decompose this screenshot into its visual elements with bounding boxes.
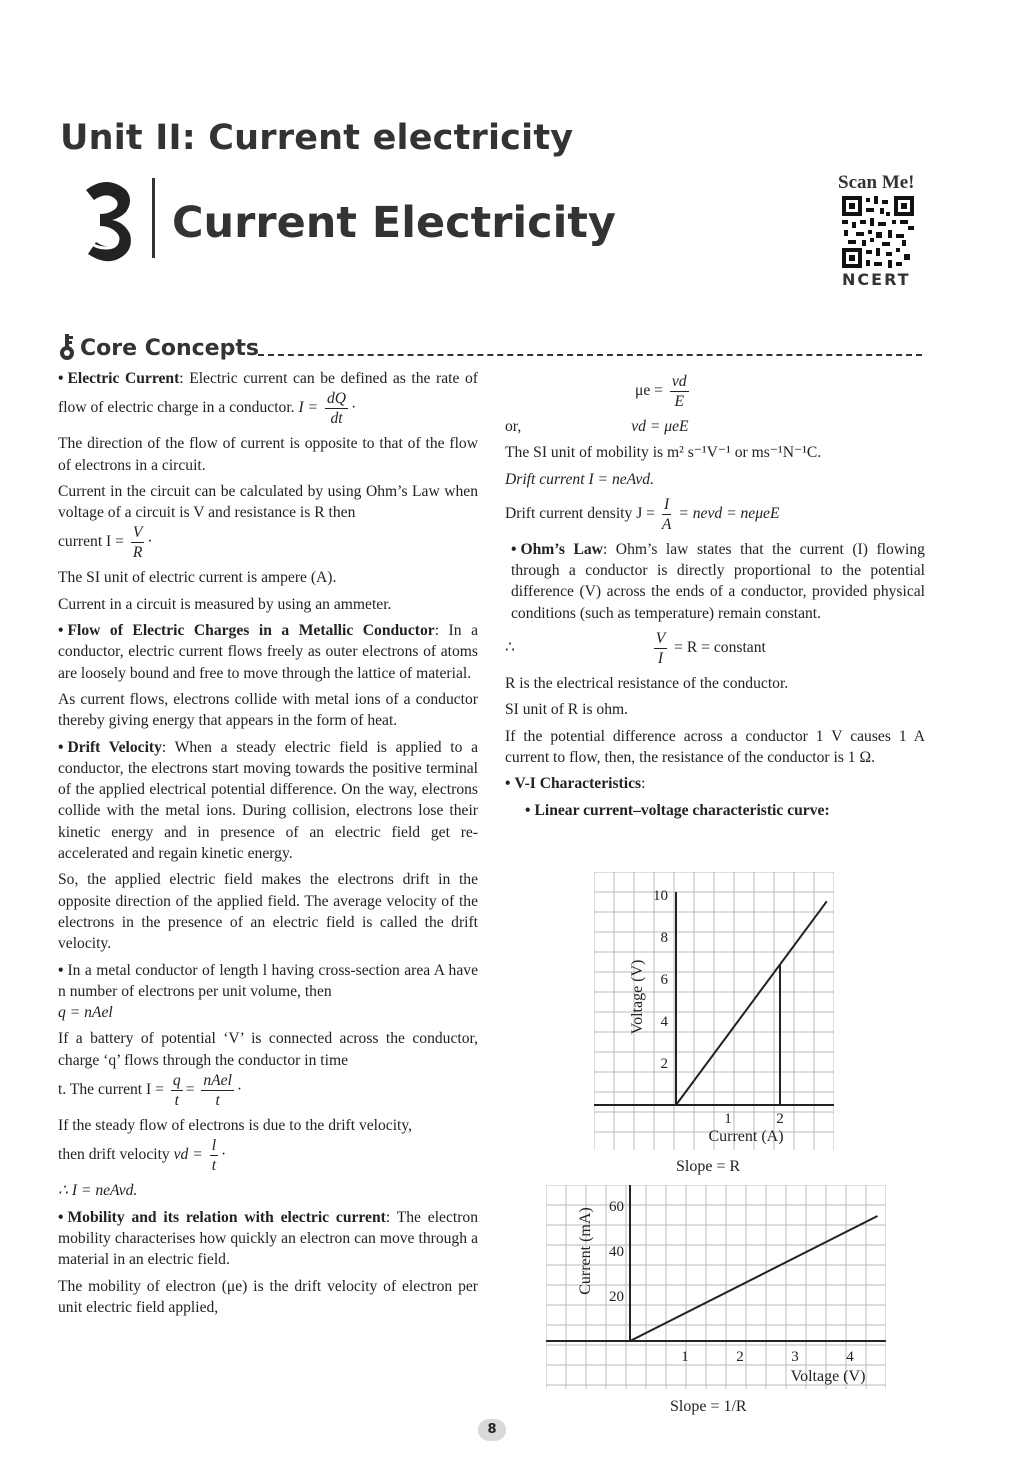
- right-column: [505, 372, 925, 826]
- linear-heading-line: [505, 800, 925, 821]
- si-r: SI unit of R is ohm.: [505, 701, 629, 719]
- fraction-v-r: [131, 523, 145, 562]
- section-title: Core Concepts: [80, 336, 259, 361]
- electric-current-paragraph: • Electric Current: Electric current can be defined as the rate of flow of electric charge in a conductor. I = $\frac{dQ}{dt}$ ·: [58, 370, 478, 428]
- x-tick-label: 1: [681, 1349, 689, 1365]
- density-equation: [505, 495, 925, 534]
- fraction-i-a: [662, 495, 672, 534]
- x-tick-label: 2: [736, 1349, 744, 1365]
- current-prefix: current I =: [58, 533, 124, 551]
- page-number: 8: [478, 1419, 506, 1441]
- y-axis-label: Voltage (V): [629, 959, 646, 1035]
- y-tick-label: 2: [660, 1056, 668, 1072]
- x-tick-label: 1: [724, 1111, 732, 1127]
- flow-paragraph: [58, 620, 478, 684]
- frac-num: nAel: [203, 1072, 232, 1090]
- bullet: •: [58, 370, 64, 387]
- data-line: [630, 1216, 878, 1341]
- frac-den: t: [215, 1092, 220, 1110]
- y-tick-label: 6: [660, 972, 668, 988]
- bullet: •: [525, 801, 531, 819]
- bullet: •: [58, 1208, 64, 1226]
- vi-rest: = R = constant: [674, 639, 766, 657]
- density-rest: = nevd = neμeE: [678, 504, 780, 522]
- t-current-prefix: t. The current I =: [58, 1081, 164, 1099]
- mobility-heading: Mobility and its relation with electric current: [67, 1208, 386, 1226]
- fraction-q-t: [171, 1071, 183, 1110]
- metal-paragraph: [58, 960, 478, 1024]
- drift-vel-prefix: then drift velocity: [58, 1146, 170, 1164]
- frac-den: E: [674, 393, 685, 410]
- therefore-i-equation: ∴ I = neAvd.: [58, 1182, 138, 1200]
- vi-equation: [505, 629, 925, 668]
- ohm-text: : Ohm’s law states that the current (I) flowing through a conductor is directly proportional to the potential difference (V) across the ends of a conductor, provided physical conditions (such as temperature) remain constant.: [511, 540, 925, 622]
- vd-symbol: vd =: [173, 1146, 203, 1164]
- electric-current-heading: Electric Current: [67, 370, 180, 387]
- unit-title: Unit II: Current electricity: [60, 118, 574, 158]
- left-column: [58, 368, 478, 1323]
- y-axis-label: Current (mA): [577, 1207, 594, 1295]
- direction-paragraph: The direction of the flow of current is opposite to that of the flow of electrons in a circuit.: [58, 435, 478, 474]
- bullet: •: [58, 622, 64, 640]
- fraction-vd-e: [670, 372, 689, 411]
- collide-paragraph: As current flows, electrons collide with metal ions of a conductor thereby giving energy that appears in the form of heat.: [58, 690, 478, 730]
- vi-chart-voltage-current: [594, 872, 834, 1150]
- ohm-intro-paragraph: Current in the circuit can be calculated by using Ohm’s Law when voltage of a circuit is V and resistance is R then current I = $\frac{V}{R}$ ·: [58, 482, 478, 562]
- vi-heading-line: [505, 773, 925, 794]
- flow-heading: Flow of Electric Charges in a Metallic Conductor: [67, 622, 435, 640]
- y-tick-label: 40: [609, 1244, 624, 1260]
- bullet: •: [58, 738, 64, 756]
- or-equation: [505, 416, 925, 437]
- slope-r-label: Slope = R: [676, 1158, 741, 1175]
- frac-num: I: [662, 495, 672, 515]
- frac-den: dt: [330, 410, 343, 428]
- frac-den: t: [211, 1157, 217, 1175]
- frac-num: vd: [671, 373, 687, 390]
- frac-num: dQ: [327, 390, 347, 408]
- linear-heading: Linear current–voltage characteristic curve:: [534, 801, 830, 819]
- frac-den: I: [657, 650, 664, 668]
- frac-num: l: [211, 1137, 217, 1155]
- si-mobility: The SI unit of mobility is m² s⁻¹V⁻¹ or ms⁻¹N⁻¹C.: [505, 444, 822, 462]
- vi-chart-current-voltage: [546, 1185, 886, 1389]
- fraction-l-t: [210, 1136, 218, 1175]
- ohm-intro-text: Current in the circuit can be calculated by using Ohm’s Law when voltage of a circuit is V and resistance is R then: [58, 482, 478, 522]
- chapter-title: Current Electricity: [172, 198, 616, 248]
- y-tick-label: 8: [660, 930, 668, 946]
- fraction-dq-dt: [325, 389, 348, 428]
- frac-num: V: [655, 630, 666, 648]
- ammeter-paragraph: Current in a circuit is measured by using an ammeter.: [58, 595, 392, 613]
- x-axis-label: Current (A): [708, 1128, 784, 1145]
- y-tick-label: 4: [660, 1014, 668, 1030]
- battery-paragraph: If a battery of potential ‘V’ is connected across the conductor, charge ‘q’ flows through the conductor in time t. The current I = $\frac{q}{t}$ = $\frac{\text{nAel}}{t}$ ·: [58, 1030, 478, 1110]
- bullet: •: [58, 961, 64, 979]
- frac-den: R: [132, 544, 143, 562]
- x-axis-label: Voltage (V): [790, 1368, 866, 1385]
- ohm-paragraph: [505, 539, 925, 624]
- mu-equation: [505, 372, 925, 411]
- key-icon: [56, 332, 78, 362]
- or-eq: vd = μeE: [631, 418, 689, 435]
- equals-sign: =: [185, 1081, 195, 1099]
- or-label: or,: [505, 418, 522, 435]
- y-tick-label: 60: [609, 1199, 624, 1215]
- vi-heading: V-I Characteristics: [514, 775, 642, 793]
- vi-colon: :: [641, 775, 646, 793]
- flow-text: : In a conductor, electric current flows freely as outer electrons of atoms are loosely bound and free to move through the lattice of material.: [58, 622, 478, 682]
- y-tick-label: 10: [653, 888, 668, 904]
- y-tick-label: 20: [609, 1289, 624, 1305]
- r-definition: R is the electrical resistance of the conductor.: [505, 675, 789, 693]
- fraction-nael-t: [201, 1071, 234, 1110]
- mobility-text: : The electron mobility characterises how quickly an electron can move through a material in an electric field.: [58, 1208, 478, 1269]
- density-prefix: Drift current density J =: [505, 504, 655, 522]
- bullet: •: [511, 540, 517, 558]
- drift-text: : When a steady electric field is applied to a conductor, the electrons start moving towards the positive terminal of the applied electrical potential difference. On the way, electrons collide with the metal ions. During collision, electrons lose their kinetic energy and in presence of an electric field get re-accelerated and regain kinetic energy.: [58, 738, 478, 863]
- ncert-label: NCERT: [842, 270, 911, 289]
- mobility-definition: The mobility of electron (μe) is the drift velocity of electron per unit electric field applied,: [58, 1277, 478, 1316]
- chapter-divider: [152, 178, 155, 258]
- electric-current-text: : Electric current can be defined as the rate of flow of electric charge in a conductor.: [58, 370, 478, 417]
- section-dashed-rule: [258, 354, 922, 356]
- si-unit-paragraph: The SI unit of electric current is ampere (A).: [58, 569, 337, 587]
- frac-num: V: [132, 524, 143, 542]
- q-equation: q = nAel: [58, 1004, 113, 1022]
- steady-text: If the steady flow of electrons is due to the drift velocity,: [58, 1117, 413, 1135]
- so-paragraph: So, the applied electric field makes the electrons drift in the opposite direction of the applied field. The average velocity of the electrons in the presence of an electric field is called the drift velocity.: [58, 871, 478, 953]
- x-tick-label: 2: [776, 1111, 784, 1127]
- mobility-paragraph: [58, 1207, 478, 1271]
- bullet: •: [505, 775, 511, 793]
- frac-den: t: [174, 1092, 179, 1110]
- slope-inverse-r-label: Slope = 1/R: [670, 1398, 747, 1415]
- x-tick-label: 3: [791, 1349, 799, 1365]
- frac-num: q: [172, 1072, 181, 1090]
- drift-current-eq: Drift current I = neAvd.: [505, 470, 654, 488]
- metal-text: In a metal conductor of length l having cross-section area A have n number of electrons per unit volume, then: [58, 961, 478, 1000]
- steady-paragraph: If the steady flow of electrons is due to the drift velocity, then drift velocity vd = $\frac{l}{t}$ ·: [58, 1117, 413, 1175]
- ohm-heading: Ohm’s Law: [520, 540, 603, 558]
- therefore-symbol: ∴: [505, 639, 515, 657]
- frac-den: A: [661, 515, 672, 533]
- fraction-v-i: [654, 629, 668, 668]
- formula-label: I =: [298, 399, 319, 417]
- mu-lhs: μe =: [635, 382, 663, 400]
- pd-paragraph: If the potential difference across a conductor 1 V causes 1 A current to flow, then, the resistance of the conductor is 1 Ω.: [505, 727, 925, 766]
- drift-paragraph: [58, 737, 478, 865]
- qr-code-icon[interactable]: [842, 196, 914, 268]
- chapter-number-graphic: [76, 178, 138, 262]
- x-tick-label: 4: [846, 1349, 854, 1365]
- battery-text: If a battery of potential ‘V’ is connected across the conductor, charge ‘q’ flows through the conductor in time: [58, 1030, 478, 1069]
- scan-label: Scan Me!: [838, 172, 915, 193]
- drift-heading: Drift Velocity: [67, 738, 162, 756]
